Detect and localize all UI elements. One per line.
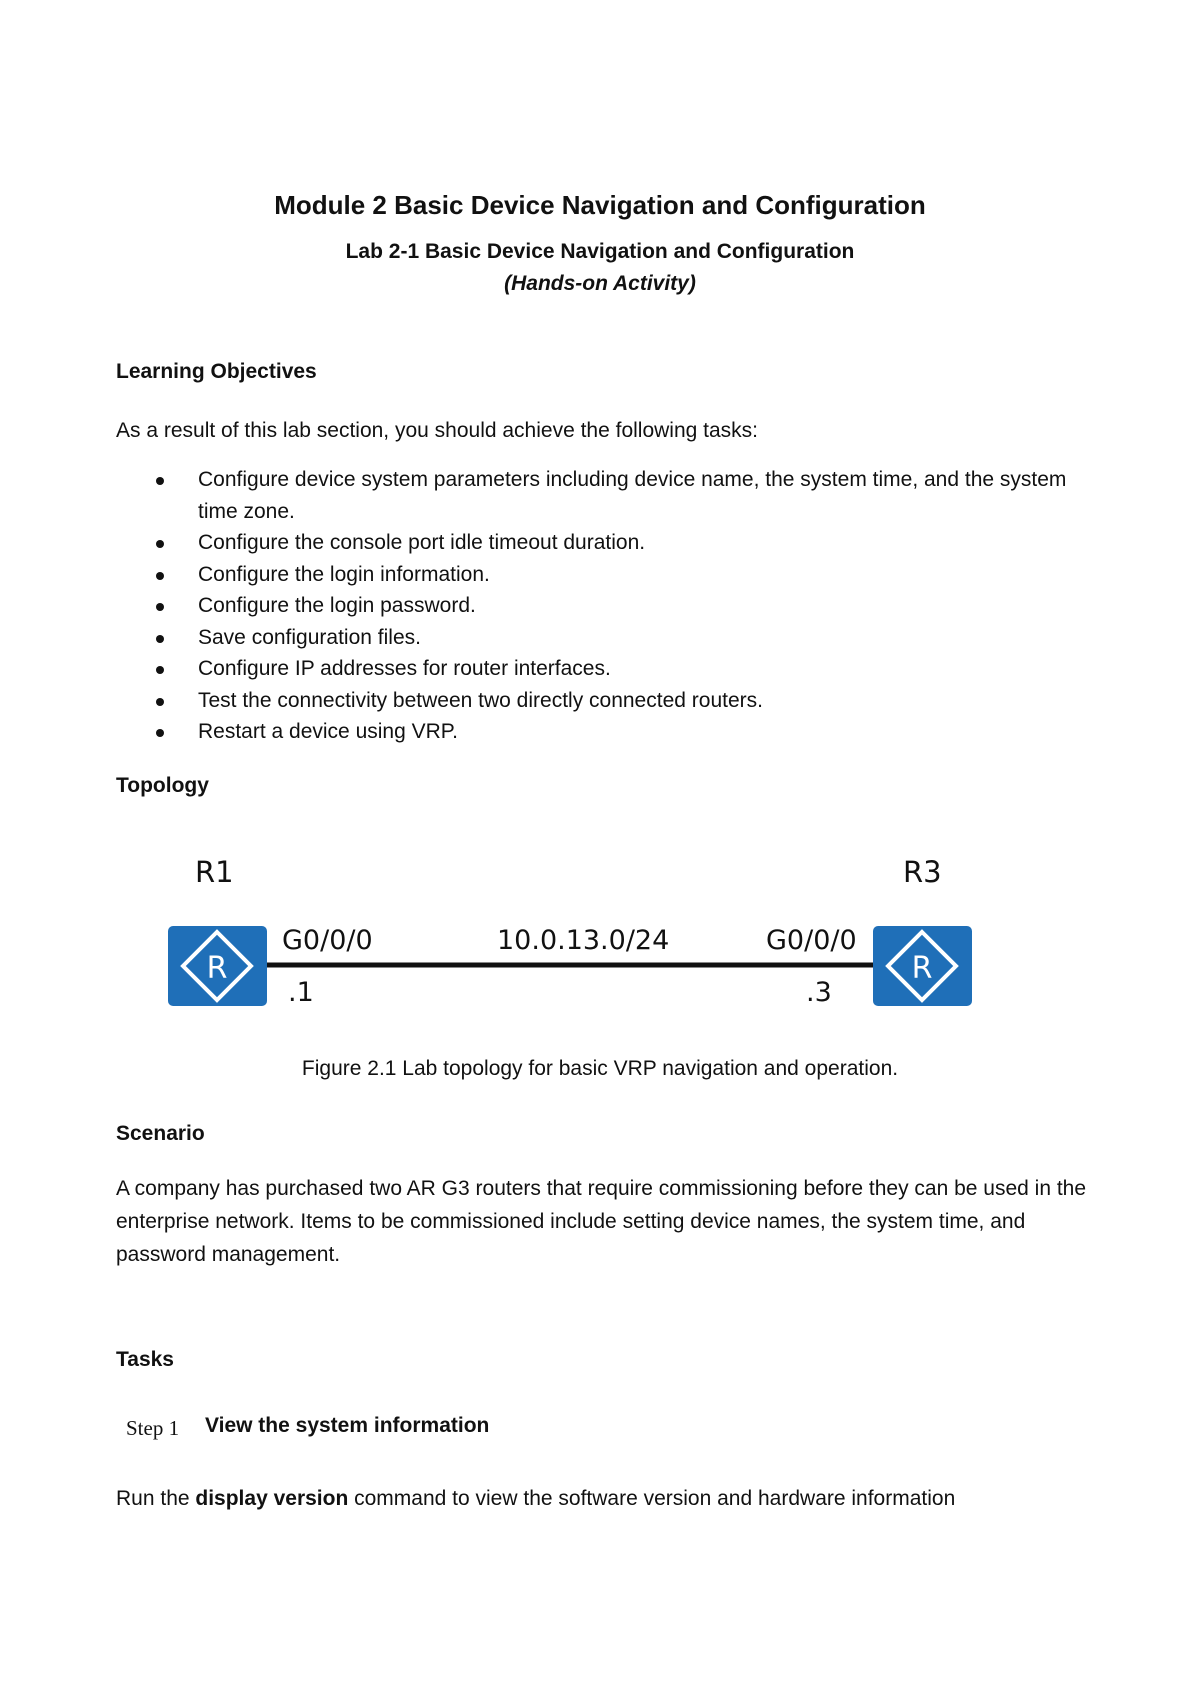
list-item: Save configuration files.: [116, 622, 1096, 654]
r1-address-label: .1: [288, 977, 314, 1008]
bullet-icon: [156, 603, 164, 611]
scenario-text: A company has purchased two AR G3 routers that require commissioning before they can be used in the enterprise network. Items to be commissioned include setting device names, the system time, and password management.: [116, 1177, 1087, 1266]
scenario-heading: Scenario: [116, 1122, 205, 1145]
list-item: Configure device system parameters including device name, the system time, and the system time zone.: [116, 464, 1096, 527]
tasks-heading: Tasks: [116, 1348, 174, 1371]
list-item: Test the connectivity between two directly connected routers.: [116, 685, 1096, 717]
list-item: Configure the login password.: [116, 590, 1096, 622]
r3-interface-label: G0/0/0: [766, 925, 857, 956]
bullet-icon: [156, 698, 164, 706]
figure-caption: Figure 2.1 Lab topology for basic VRP navigation and operation.: [301, 1057, 899, 1080]
objectives-list: [116, 464, 1096, 748]
step-instruction: Run the display version command to view the software version and hardware information: [116, 1487, 956, 1510]
lab-subtitle: Lab 2-1 Basic Device Navigation and Configuration: [345, 240, 855, 263]
objectives-intro: As a result of this lab section, you should achieve the following tasks:: [116, 419, 759, 442]
bullet-icon: [156, 477, 164, 485]
activity-type: (Hands-on Activity): [504, 272, 696, 295]
bullet-icon: [156, 729, 164, 737]
bullet-icon: [156, 666, 164, 674]
topology-diagram: [0, 840, 1200, 1020]
r3-address-label: .3: [806, 977, 832, 1008]
svg-text:R: R: [206, 951, 228, 986]
learning-objectives-heading: Learning Objectives: [116, 360, 317, 383]
step-label: Step 1: [126, 1416, 180, 1440]
router-r1-label: R1: [195, 855, 234, 889]
router-r1-icon: [168, 926, 267, 1006]
bullet-icon: [156, 635, 164, 643]
list-item: Configure the console port idle timeout duration.: [116, 527, 1096, 559]
step-title: View the system information: [205, 1414, 490, 1437]
list-item: Configure the login information.: [116, 559, 1096, 591]
bullet-icon: [156, 572, 164, 580]
network-label: 10.0.13.0/24: [497, 925, 670, 956]
router-r3-label: R3: [903, 855, 942, 889]
topology-heading: Topology: [116, 774, 209, 797]
page-title: Module 2 Basic Device Navigation and Configuration: [274, 190, 926, 220]
r1-interface-label: G0/0/0: [282, 925, 373, 956]
command-name: display version: [195, 1487, 349, 1510]
svg-text:R: R: [911, 951, 933, 986]
router-r3-icon: [873, 926, 972, 1006]
list-item: Restart a device using VRP.: [116, 716, 1096, 748]
list-item: Configure IP addresses for router interfaces.: [116, 653, 1096, 685]
bullet-icon: [156, 540, 164, 548]
